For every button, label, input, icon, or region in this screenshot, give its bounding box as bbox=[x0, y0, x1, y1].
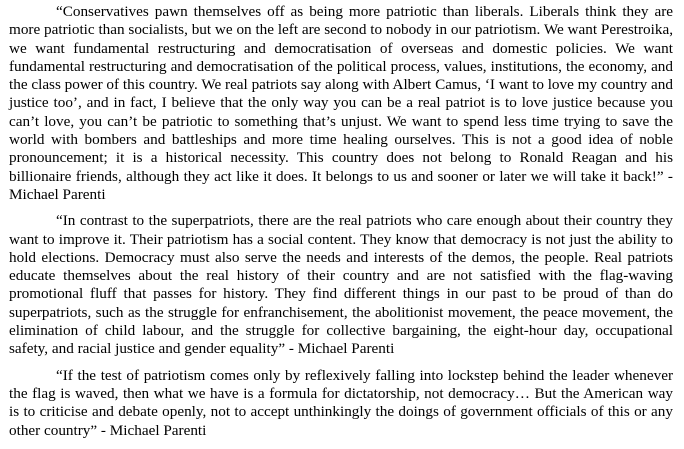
quote-paragraph-1: “Conservatives pawn themselves off as being more patriotic than liberals. Liberals think they are more patriotic than socialists, but we on the left are second to nobody in our patriotism. We want Perestroika, we want fundamental restructuring and democratisation of overseas and domestic policies. We want fundamental restructuring and democratisation of the political process, values, institutions, the economy, and the class power of this country. We real patriots say along with Albert Camus, ‘I want to love my country and justice too’, and in fact, I believe that the only way you can be a real patriot is to love justice because you can’t love, you can’t be patriotic to something that’s unjust. We want to spend less time trying to save the world with bombers and battleships and more time healing ourselves. This is not a good idea of noble pronouncement; it is a historical necessity. This country does not belong to Ronald Reagan and his billionaire friends, although they act like it does. It belongs to us and sooner or later we will take it back!” - Michael Parenti bbox=[9, 3, 673, 203]
quote-paragraph-3: “If the test of patriotism comes only by reflexively falling into lockstep behind the leader whenever the flag is waved, then what we have is a formula for dictatorship, not democracy… But the American way is to criticise and debate openly, not to accept unthinkingly the doings of government officials of this or any other country” - Michael Parenti bbox=[9, 366, 673, 439]
quotes-document bbox=[9, 3, 673, 448]
quote-paragraph-2: “In contrast to the superpatriots, there are the real patriots who care enough about their country they want to improve it. Their patriotism has a social content. They know that democracy is not just the ability to hold elections. Democracy must also serve the needs and interests of the demos, the people. Real patriots educate themselves about the real history of their country and are not satisfied with the flag-waving promotional fluff that passes for history. They find different things in our past to be proud of than do superpatriots, such as the struggle for enfranchisement, the abolitionist movement, the peace movement, the elimination of child labour, and the struggle for collective bargaining, the eight-hour day, occupational safety, and racial justice and gender equality” - Michael Parenti bbox=[9, 212, 673, 358]
